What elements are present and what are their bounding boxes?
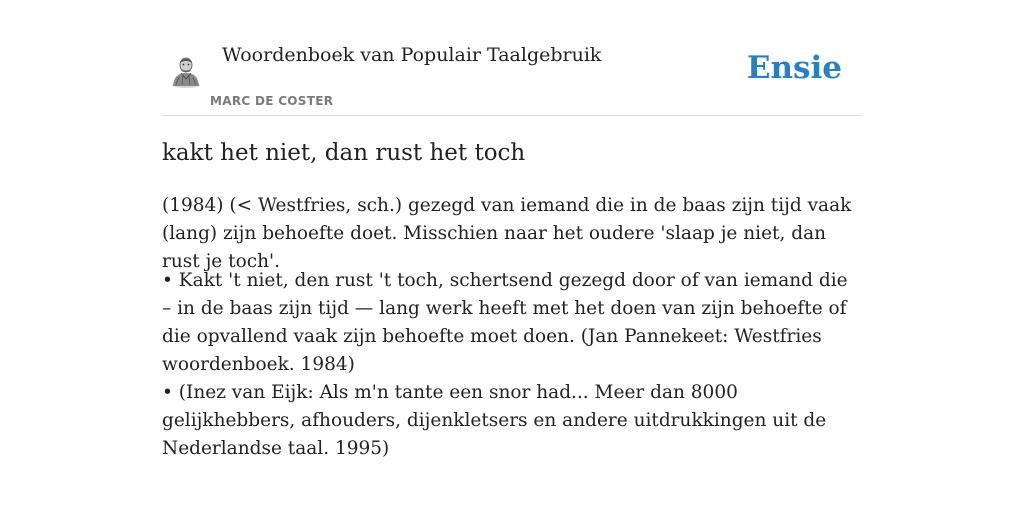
entry-title: kakt het niet, dan rust het toch	[162, 140, 526, 166]
dictionary-title[interactable]: Woordenboek van Populair Taalgebruik	[222, 44, 602, 66]
page-container	[162, 0, 862, 459]
author-name[interactable]: MARC DE COSTER	[210, 94, 334, 108]
quote-item: • (Inez van Eijk: Als m'n tante een snor had... Meer dan 8000 gelijkhebbers, afhouders, dijenkletsers en andere uitdrukkingen uit de Nederlandse taal. 1995)	[162, 382, 827, 459]
entry-definition: (1984) (< Westfries, sch.) gezegd van iemand die in de baas zijn tijd vaak (lang) zijn behoefte doet. Misschien naar het oudere 'slaap je niet, dan rust je toch'.	[162, 195, 852, 272]
ensie-logo-link[interactable]: Ensie	[746, 50, 842, 86]
author-portrait-icon	[170, 52, 202, 88]
entry-quotes	[162, 267, 862, 463]
page-header	[162, 0, 862, 116]
quote-item: • Kakt 't niet, den rust 't toch, schertsend gezegd door of van iemand die – in de baas zijn tijd — lang werk heeft met het doen van zijn behoefte of die opvallend vaak zijn behoefte moet doen. (Jan Pannekeet: Westfries woordenboek. 1984)	[162, 270, 848, 375]
